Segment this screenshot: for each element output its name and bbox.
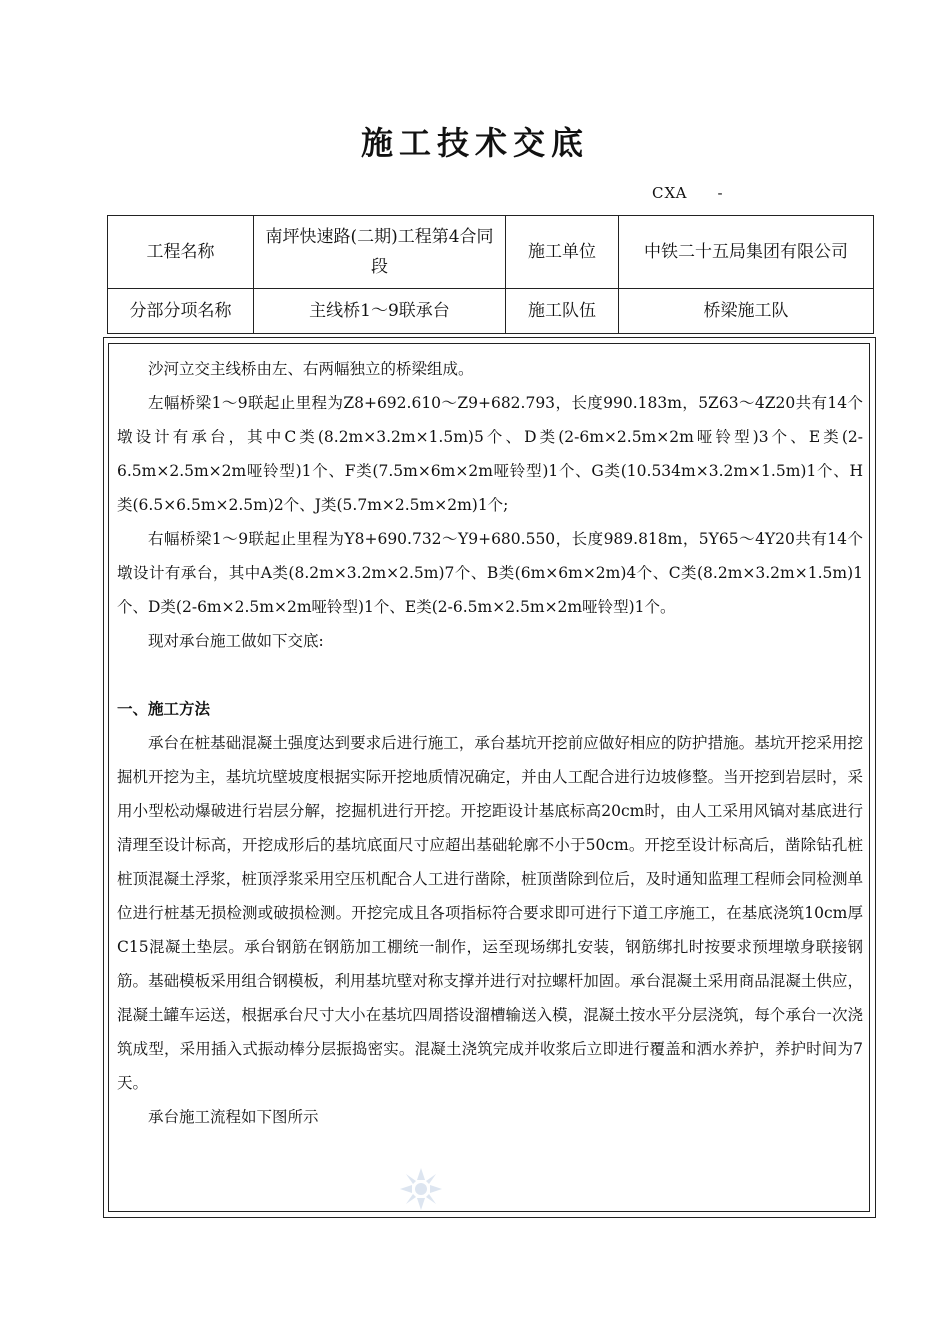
right-bridge-paragraph: 右幅桥梁1～9联起止里程为Y8+690.732～Y9+680.550，长度989.818m，5Y65～4Y20共有14个墩设计有承台，其中A类(8.2m×3.2m×2.5m)7个、B类(6m×6m×2m)4个、C类(8.2m×3.2m×1.5m)1个、D类(2-6m×2.5m×2m哑铃型)1个、E类(2-6.5m×2.5m×2m哑铃型)1个。 — [117, 530, 863, 616]
table-row — [108, 289, 874, 334]
document-code-prefix: CXA — [652, 184, 688, 202]
document-title: 施工技术交底 — [360, 124, 589, 162]
section-heading: 一、施工方法 — [117, 699, 211, 718]
subproject-value: 主线桥1～9联承台 — [254, 289, 506, 334]
construction-unit-value: 中铁二十五局集团有限公司 — [619, 216, 874, 289]
flow-caption: 承台施工流程如下图所示 — [148, 1108, 319, 1126]
subproject-label: 分部分项名称 — [108, 289, 254, 334]
watermark-logo-icon — [398, 1166, 444, 1212]
document-code-dash: - — [717, 184, 724, 202]
intro-paragraph: 沙河立交主线桥由左、右两幅独立的桥梁组成。 — [148, 360, 474, 378]
construction-method-paragraph: 承台在桩基础混凝土强度达到要求后进行施工，承台基坑开挖前应做好相应的防护措施。基坑开挖采用挖掘机开挖为主，基坑坑壁坡度根据实际开挖地质情况确定，并由人工配合进行边坡修整。当开挖到岩层时，采用小型松动爆破进行岩层分解，挖掘机进行开挖。开挖距设计基底标高20cm时，由人工采用风镐对基底进行清理至设计标高，开挖成形后的基坑底面尺寸应超出基础轮廓不小于50cm。开挖至设计标高后，凿除钻孔桩桩顶混凝土浮浆，桩顶浮浆采用空压机配合人工进行凿除，桩顶凿除到位后，及时通知监理工程师会同检测单位进行桩基无损检测或破损检测。开挖完成且各项指标符合要求即可进行下道工序施工，在基底浇筑10cm厚 C15混凝土垫层。承台钢筋在钢筋加工棚统一制作，运至现场绑扎安装，钢筋绑扎时按要求预埋墩身联接钢筋。基础模板采用组合钢模板，利用基坑壁对称支撑并进行对拉螺杆加固。承台混凝土采用商品混凝土供应，混凝土罐车运送，根据承台尺寸大小在基坑四周搭设溜槽输送入模，混凝土按水平分层浇筑，每个承台一次浇筑成型，采用插入式振动棒分层振捣密实。混凝土浇筑完成并收浆后立即进行覆盖和洒水养护，养护时间为7天。 — [117, 734, 863, 1092]
lead-in-paragraph: 现对承台施工做如下交底: — [148, 632, 324, 650]
project-info-table — [107, 215, 874, 334]
team-label: 施工队伍 — [506, 289, 619, 334]
document-code — [652, 184, 724, 202]
left-bridge-paragraph: 左幅桥梁1～9联起止里程为Z8+692.610～Z9+682.793，长度990.183m，5Z63～4Z20共有14个墩设计有承台，其中C类(8.2m×3.2m×1.5m)5个、D类(2-6m×2.5m×2m哑铃型)3个、E类(2-6.5m×2.5m×2m哑铃型)1个、F类(7.5m×6m×2m哑铃型)1个、G类(10.534m×3.2m×1.5m)1个、H类(6.5×6.5m×2.5m)2个、J类(5.7m×2.5m×2m)1个; — [117, 394, 863, 514]
disclosure-content — [117, 352, 863, 1134]
table-row — [108, 216, 874, 289]
team-value: 桥梁施工队 — [619, 289, 874, 334]
project-name-value: 南坪快速路(二期)工程第4合同段 — [254, 216, 506, 289]
construction-unit-label: 施工单位 — [506, 216, 619, 289]
project-name-label: 工程名称 — [108, 216, 254, 289]
spacer — [117, 658, 863, 692]
